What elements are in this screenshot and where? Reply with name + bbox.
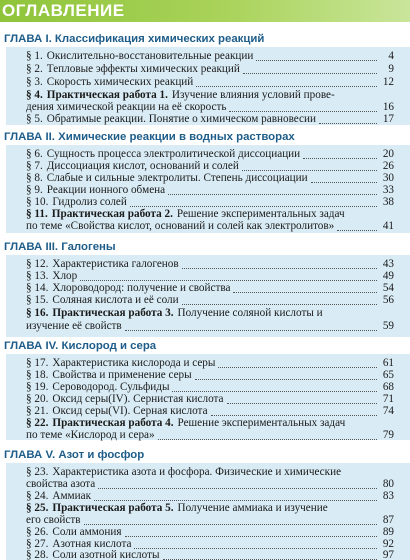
page-number: 20 xyxy=(382,148,394,160)
toc-item-continuation: дения химической реакции на её скорость 16 xyxy=(26,101,394,113)
toc-item[interactable]: § 14. Хлороводород: получение и свойства 54 xyxy=(26,282,394,294)
toc-item[interactable]: § 5. Обратимые реакции. Понятие о химическом равновесии 17 xyxy=(26,113,394,125)
toc-item[interactable]: § 12. Характеристика галогенов 43 xyxy=(26,258,394,270)
toc-item[interactable]: § 1. Окислительно-восстановительные реакции 4 xyxy=(26,50,394,62)
page-number: 33 xyxy=(382,184,394,196)
toc-item[interactable]: § 15. Соляная кислота и её соли 56 xyxy=(26,294,394,306)
page-number: 80 xyxy=(382,478,394,490)
toc-item[interactable]: § 3. Скорость химических реакций 12 xyxy=(26,76,394,88)
page-number: 17 xyxy=(382,113,394,125)
toc-item[interactable]: § 7. Диссоциация кислот, оснований и солей 26 xyxy=(26,160,394,172)
toc-item-continuation: свойства азота 80 xyxy=(26,478,394,490)
page-number: 12 xyxy=(382,76,394,88)
toc-item[interactable]: § 20. Оксид серы(IV). Сернистая кислота 71 xyxy=(26,393,394,405)
page-number: 71 xyxy=(382,393,394,405)
page-number: 4 xyxy=(388,50,394,62)
page-title: ОГЛАВЛЕНИЕ xyxy=(2,1,125,20)
toc-item-practical[interactable]: § 4. Практическая работа 1. Изучение влияния условий прове- xyxy=(26,89,335,101)
page-number: 38 xyxy=(382,196,394,208)
page-number: 56 xyxy=(382,294,394,306)
page-number: 92 xyxy=(382,538,394,550)
page-number: 74 xyxy=(382,405,394,417)
page-number: 16 xyxy=(382,101,394,113)
toc-item-practical[interactable]: § 11. Практическая работа 2. Решение экспериментальных задач xyxy=(26,208,345,220)
toc-item-continuation: по теме «Свойства кислот, оснований и солей как электролитов» 41 xyxy=(26,220,394,232)
chapter-title: ГЛАВА II. Химические реакции в водных растворах xyxy=(4,131,295,143)
page-number: 61 xyxy=(382,357,394,369)
toc-item-practical[interactable]: § 25. Практическая работа 5. Получение аммиака и изучение xyxy=(26,502,328,514)
toc-item-continuation: по теме «Кислород и сера» 79 xyxy=(26,429,394,441)
toc-item[interactable]: § 2. Тепловые эффекты химических реакций 9 xyxy=(26,63,394,75)
page-number: 68 xyxy=(382,381,394,393)
toc-item[interactable]: § 17. Характеристика кислорода и серы 61 xyxy=(26,357,394,369)
toc-item-continuation: его свойств 87 xyxy=(26,514,394,526)
page-number: 30 xyxy=(382,172,394,184)
page-number: 9 xyxy=(388,63,394,75)
page-number: 43 xyxy=(382,258,394,270)
page-number: 26 xyxy=(382,160,394,172)
page-number: 59 xyxy=(382,320,394,332)
page-number: 97 xyxy=(382,549,394,560)
chapter-title: ГЛАВА III. Галогены xyxy=(4,241,116,253)
toc-item[interactable]: § 19. Сероводород. Сульфиды 68 xyxy=(26,381,394,393)
toc-item[interactable]: § 9. Реакции ионного обмена 33 xyxy=(26,184,394,196)
toc-item[interactable]: § 24. Аммиак 83 xyxy=(26,490,394,502)
toc-item[interactable]: § 26. Соли аммония 89 xyxy=(26,526,394,538)
toc-item-practical[interactable]: § 16. Практическая работа 3. Получение соляной кислоты и xyxy=(26,307,323,319)
page-number: 54 xyxy=(382,282,394,294)
toc-item[interactable]: § 23. Характеристика азота и фосфора. Физические и химические xyxy=(26,466,342,478)
toc-item[interactable]: § 27. Азотная кислота 92 xyxy=(26,538,394,550)
page-number: 49 xyxy=(382,270,394,282)
page-number: 79 xyxy=(382,429,394,441)
toc-item-continuation: изучение её свойств 59 xyxy=(26,320,394,332)
header-bar xyxy=(0,0,410,22)
chapter-title: ГЛАВА IV. Кислород и сера xyxy=(4,340,157,352)
page-number: 87 xyxy=(382,514,394,526)
chapter-title: ГЛАВА V. Азот и фосфор xyxy=(4,449,145,461)
toc-item[interactable]: § 10. Гидролиз солей 38 xyxy=(26,196,394,208)
toc-item[interactable]: § 6. Сущность процесса электролитической диссоциации 20 xyxy=(26,148,394,160)
page-number: 83 xyxy=(382,490,394,502)
toc-item[interactable]: § 18. Свойства и применение серы 65 xyxy=(26,369,394,381)
toc-item[interactable]: § 8. Слабые и сильные электролиты. Степень диссоциации 30 xyxy=(26,172,394,184)
toc-item[interactable]: § 21. Оксид серы(VI). Серная кислота 74 xyxy=(26,405,394,417)
toc-item[interactable]: § 13. Хлор 49 xyxy=(26,270,394,282)
toc-item[interactable]: § 28. Соли азотной кислоты 97 xyxy=(26,549,394,560)
page-number: 65 xyxy=(382,369,394,381)
chapter-title: ГЛАВА I. Классификация химических реакций xyxy=(4,33,265,45)
toc-item-practical[interactable]: § 22. Практическая работа 4. Решение экспериментальных задач xyxy=(26,417,346,429)
page-number: 89 xyxy=(382,526,394,538)
page-number: 41 xyxy=(382,220,394,232)
